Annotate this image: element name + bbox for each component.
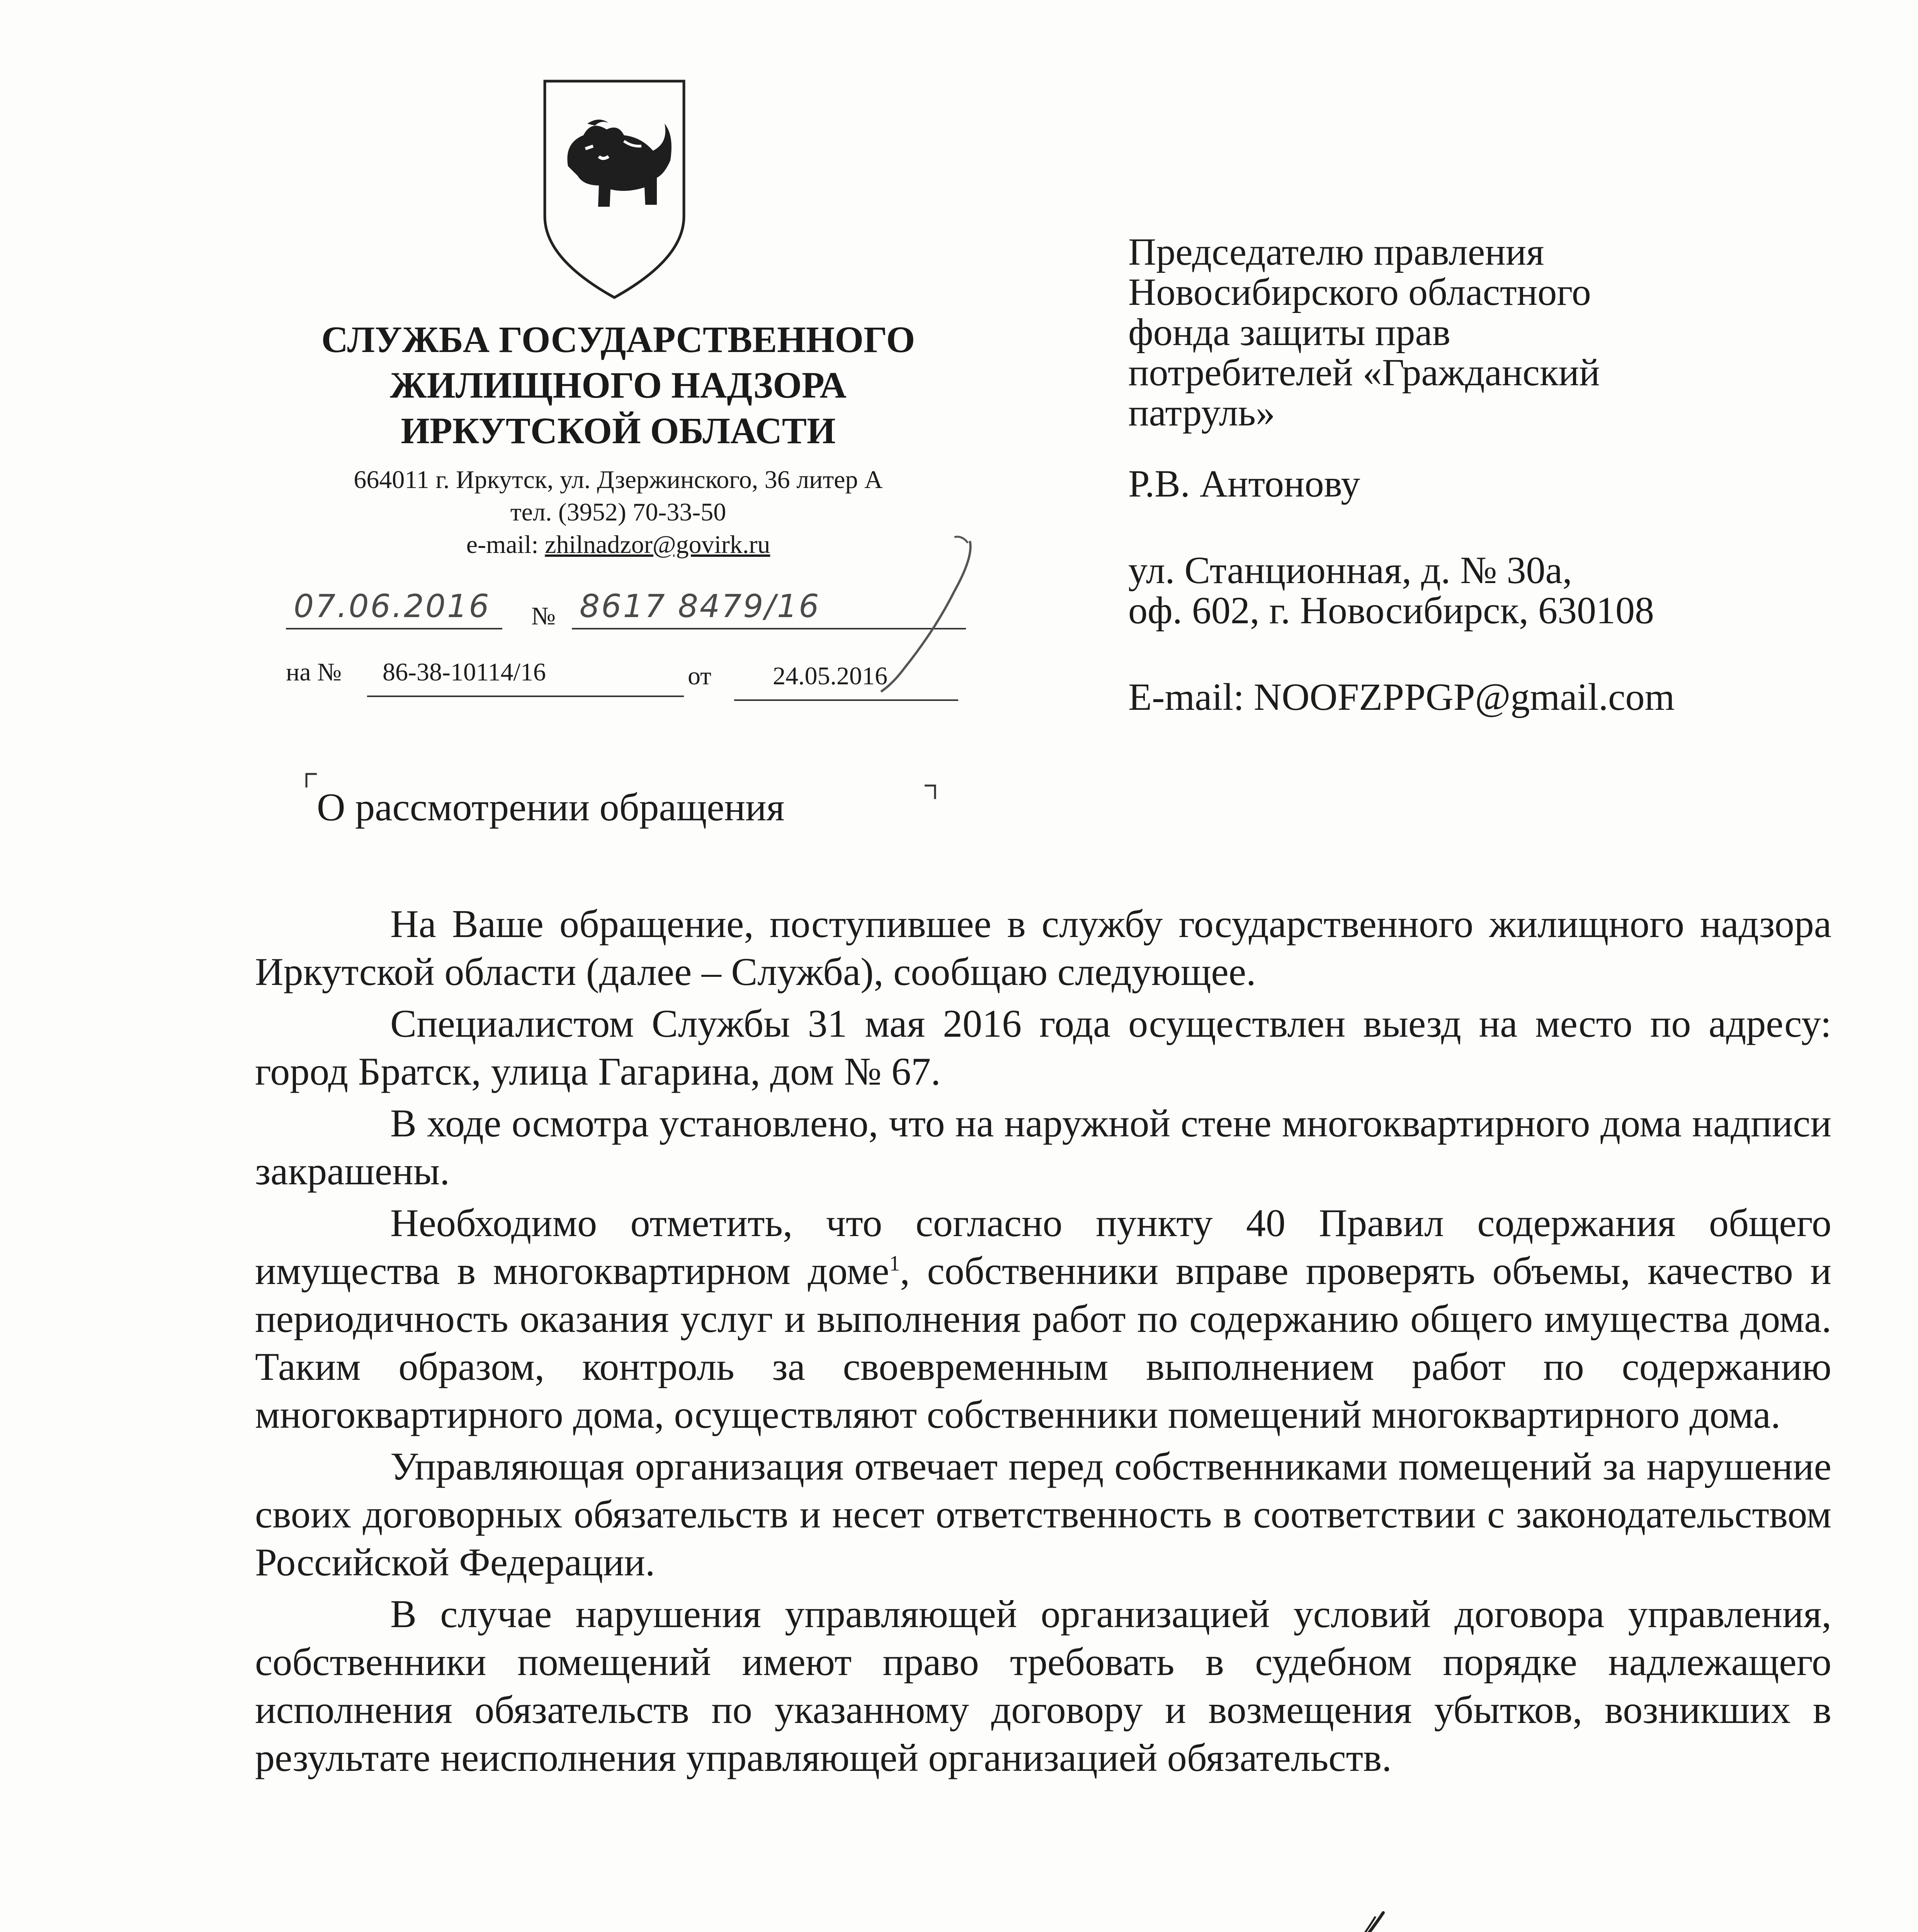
org-name-line-3: ИРКУТСКОЙ ОБЛАСТИ — [401, 410, 836, 451]
reply-date-underline — [734, 699, 958, 701]
addressee-position-line-2: Новосибирского областного — [1128, 270, 1591, 313]
number-sign: № — [531, 602, 556, 630]
email-label: e-mail: — [466, 531, 539, 559]
irkutsk-coat-of-arms-icon — [541, 77, 688, 301]
subject-bracket-right-icon — [923, 784, 937, 800]
addressee-position-line-4: потребителей «Гражданский — [1128, 351, 1600, 394]
body-paragraph-1: На Ваше обращение, поступившее в службу государственного жилищного надзора Иркутской области (далее – Служба), сообщаю следующее. — [255, 902, 1831, 994]
subject-bracket-left-icon — [305, 773, 318, 788]
from-label: от — [688, 662, 711, 690]
outgoing-number: 8617 8479/16 — [580, 588, 821, 625]
body-paragraph-5: Управляющая организация отвечает перед собственниками помещений за нарушение своих договорных обязательств и несет ответственность в соответствии с законодательством Российской Федерации. — [255, 1445, 1831, 1584]
body-paragraph-6: В случае нарушения управляющей организацией условий договора управления, собственники помещений имеют право требовать в судебном порядке надлежащего исполнения обязательств по указанному договору и возмещения убытков, возникших в результате неисполнения управляющей организацией обязательств. — [255, 1592, 1831, 1780]
addressee-position — [1128, 232, 1862, 433]
org-address: 664011 г. Иркутск, ул. Дзержинского, 36 литер А — [354, 466, 883, 494]
addressee-address-line-2: оф. 602, г. Новосибирск, 630108 — [1128, 589, 1654, 632]
body-paragraph-4 — [255, 1199, 1831, 1439]
body-paragraph-4-end: , собственники вправе проверять объемы, качество и периодичность оказания услуг и выполнения работ по содержанию общего имущества дома. Таким образом, контроль за своевременным выполнением работ по содержанию многоквартирного дома, осуществляют собственники помещений многоквартирного дома. — [255, 1249, 1831, 1437]
reply-to-label: на № — [286, 658, 342, 686]
letter-body — [255, 900, 1831, 1786]
org-name-line-2: ЖИЛИЩНОГО НАДЗОРА — [390, 364, 847, 406]
addressee-address-line-1: ул. Станционная, д. № 30а, — [1128, 549, 1572, 592]
addressee-name: Р.В. Антонову — [1128, 462, 1360, 505]
reply-number-underline — [367, 696, 684, 697]
addressee-position-line-3: фонда защиты прав — [1128, 311, 1450, 354]
organization-name — [270, 317, 966, 454]
handwritten-signature-icon — [1051, 1901, 1437, 1932]
body-paragraph-3: В ходе осмотра установлено, что на наружной стене многоквартирного дома надписи закрашены. — [255, 1102, 1831, 1193]
body-paragraph-2: Специалистом Службы 31 мая 2016 года осуществлен выезд на место по адресу: город Братск, улица Гагарина, дом № 67. — [255, 1002, 1831, 1094]
outgoing-date: 07.06.2016 — [294, 588, 491, 625]
body-paragraph-4-start: Необходимо отметить, что согласно пункту 40 Правил содержания общего имущества в многоквартирном доме — [255, 1201, 1831, 1293]
addressee-position-line-5: патруль» — [1128, 391, 1275, 434]
org-email-link[interactable]: zhilnadzor@govirk.ru — [545, 531, 770, 559]
addressee-position-line-1: Председателю правления — [1128, 230, 1544, 273]
letter-subject: О рассмотрении обращения — [317, 786, 785, 829]
date-underline — [286, 628, 502, 629]
reply-to-date: 24.05.2016 — [773, 662, 888, 690]
addressee-email: E-mail: NOOFZPPGP@gmail.com — [1128, 675, 1675, 718]
org-name-line-1: СЛУЖБА ГОСУДАРСТВЕННОГО — [321, 319, 915, 360]
footnote-reference: 1 — [889, 1252, 900, 1276]
reply-to-number: 86-38-10114/16 — [383, 658, 546, 686]
addressee-block — [1128, 232, 1862, 717]
org-phone: тел. (3952) 70-33-50 — [510, 498, 726, 526]
handwritten-slash-icon — [858, 533, 981, 696]
